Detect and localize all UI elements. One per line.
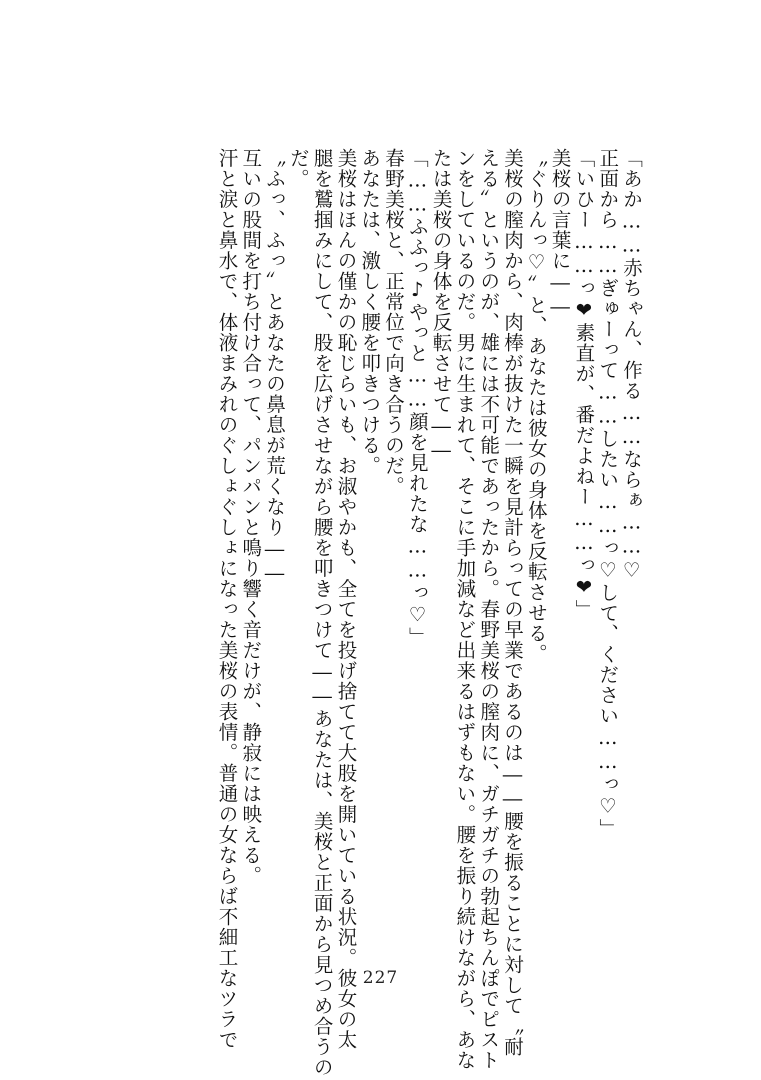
text-line: 「いひー……っ❤素直が、番だよねー……っ❤」 <box>572 148 596 620</box>
text-line: 腿を鷲掴みにして、股を広げさせながら腰を叩きつけて――あなたは、美桜と正面から見つめ合うの <box>310 148 334 1078</box>
text-line: 美桜の言葉に―― <box>548 148 572 319</box>
text-line: ンをしているのだ。男に生まれて、そこに手加減など出来るはずもない。腰を振り続けながら、あな <box>453 148 477 1071</box>
page-number: 227 <box>362 968 399 988</box>
text-line: あなたは、激しく腰を叩きつける。 <box>358 148 382 476</box>
text-line: 美桜の膣肉から、肉棒が抜けた一瞬を見計らっての早業であるのは――腰を振ることに対して〝耐 <box>501 148 525 1057</box>
text-line: 〝ふっ、ふっ〟とあなたの鼻息が荒くなり―― <box>263 148 287 586</box>
text-line: たは美桜の身体を反転させて―― <box>429 148 453 463</box>
text-line: 正面から……ぎゅーって……したい……っ♡して、ください……っ♡」 <box>596 148 620 839</box>
text-line: 互いの股間を打ち付け合って、パンパンと鳴り響く音だけが、静寂には映える。 <box>239 148 263 886</box>
text-line: 汗と涙と鼻水で、体液まみれのぐしょぐしょになった美桜の表情。普通の女ならば不細工なツラで <box>215 148 239 1050</box>
text-line: 「……ふふっ♪やっと……顔を見れたな……っ♡」 <box>405 148 429 648</box>
text-line: 〝ぐりんっ♡〟と、あなたは彼女の身体を反転させる。 <box>524 148 548 664</box>
text-line: 「あか……赤ちゃん、作る……ならぁ……♡ <box>620 148 643 583</box>
text-line: 美桜はほんの僅かの恥じらいも、お淑やかも、全てを投げ捨てて大股を開いている状況。彼女の太 <box>334 148 358 1050</box>
text-line: える〟というのが、雄には不可能であったから。春野美桜の膣肉に、ガチガチの勃起ちんぽでピスト <box>477 148 501 1071</box>
text-line: 春野美桜と、正常位で向き合うのだ。 <box>382 148 406 497</box>
text-line: だ。 <box>286 148 310 189</box>
